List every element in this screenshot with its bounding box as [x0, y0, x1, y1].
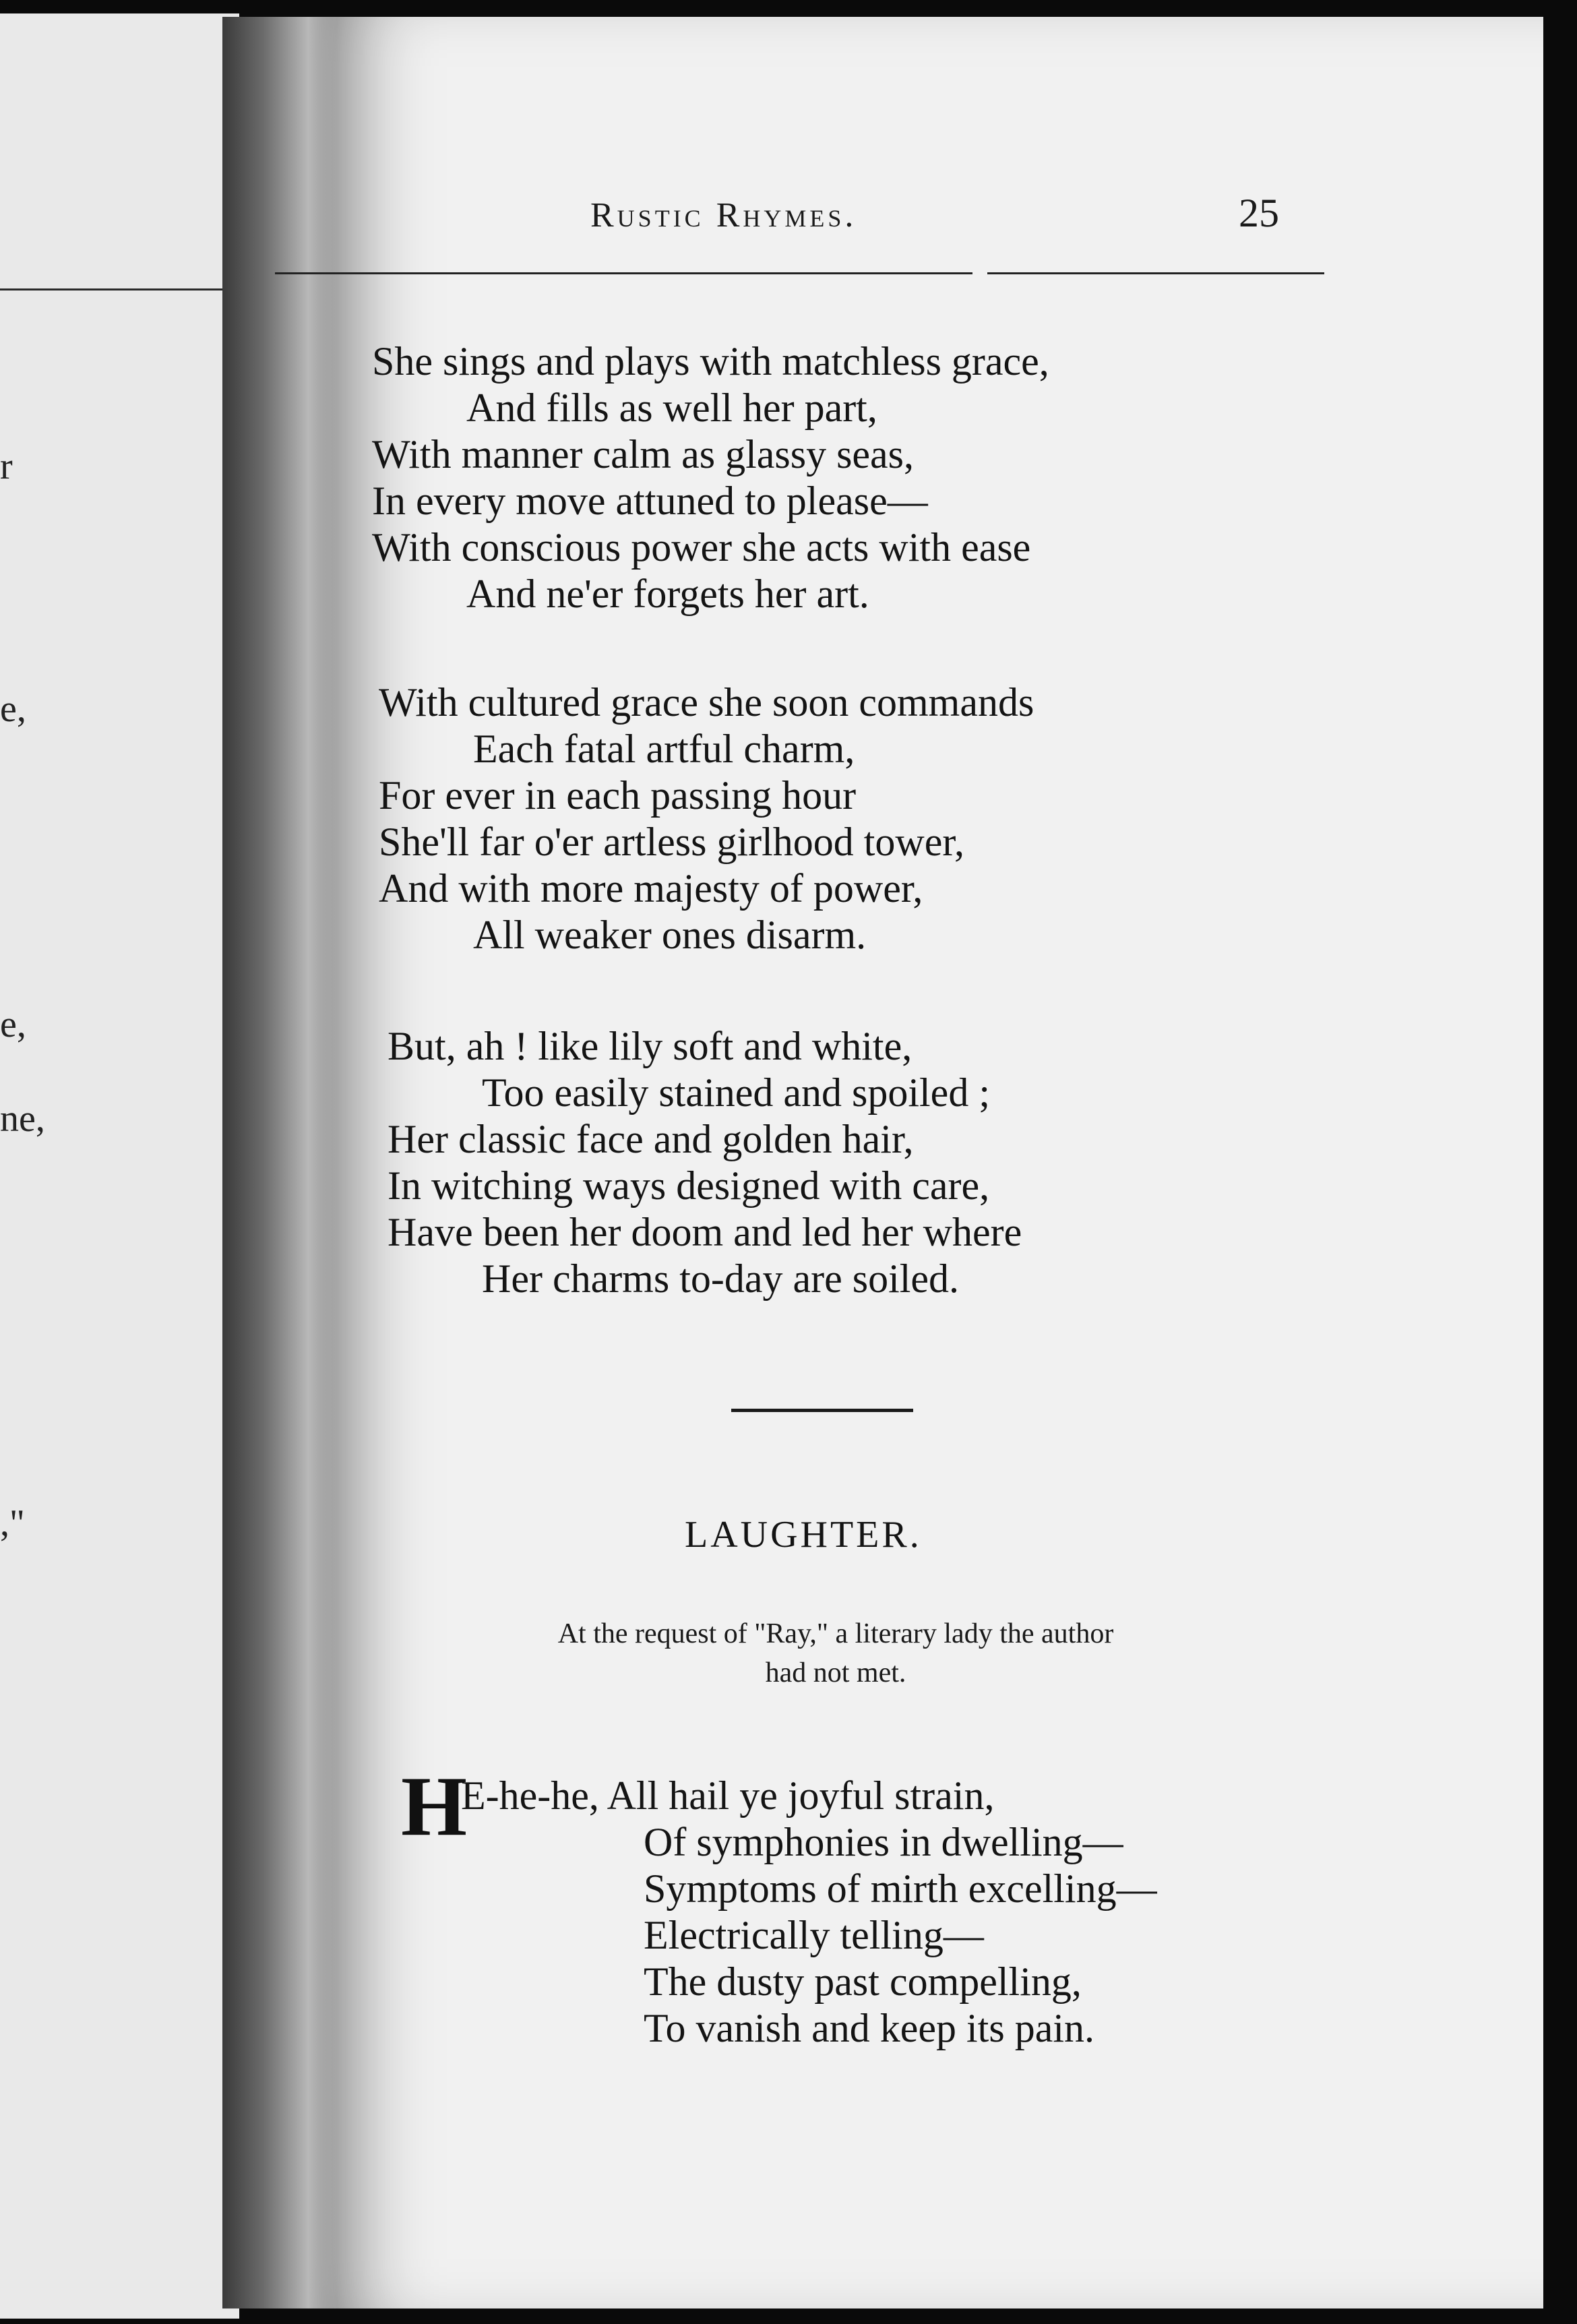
poem-line: The dusty past compelling, — [644, 1959, 1082, 2004]
poem-line: For ever in each passing hour — [379, 773, 857, 818]
poem-line: Her classic face and golden hair, — [388, 1117, 914, 1161]
poem-line: In every move attuned to please— — [372, 479, 928, 523]
poem-line: Her charms to-day are soiled. — [482, 1256, 960, 1301]
stanza-1 — [372, 338, 1049, 617]
poem-line: Have been her doom and led her where — [388, 1210, 1022, 1254]
poem-line: And with more majesty of power, — [379, 866, 923, 911]
poem-line: With manner calm as glassy seas, — [372, 432, 915, 477]
poem-line: All weaker ones disarm. — [473, 913, 867, 957]
poem-line: Of symphonies in dwelling— — [644, 1820, 1123, 1864]
poem-dedication — [401, 1614, 1270, 1692]
poem-line: To vanish and keep its pain. — [644, 2006, 1094, 2050]
poem-line: In witching ways designed with care, — [388, 1163, 990, 1208]
header-rule — [987, 272, 1324, 274]
facing-page-fragment: e, — [0, 1004, 26, 1045]
facing-page-fragment: r — [0, 446, 13, 487]
poem-line: Too easily stained and spoiled ; — [482, 1070, 990, 1115]
poem-line: Electrically telling— — [644, 1913, 984, 1957]
poem-line: And ne'er forgets her art. — [466, 572, 869, 616]
facing-page-fragment: ," — [0, 1502, 25, 1544]
dedication-line: At the request of "Ray," a literary lady the author — [557, 1618, 1114, 1649]
poem-line: But, ah ! like lily soft and white, — [388, 1024, 913, 1068]
header-rule — [275, 272, 972, 274]
poem-line: She sings and plays with matchless grace, — [372, 339, 1049, 384]
poem-title: LAUGHTER. — [685, 1514, 922, 1556]
dedication-line: had not met. — [765, 1657, 906, 1688]
facing-page-rule — [0, 288, 222, 290]
poem-line: With conscious power she acts with ease — [372, 525, 1031, 570]
page-gutter-shadow — [222, 17, 337, 2308]
section-divider — [731, 1409, 913, 1412]
facing-page-fragment: e, — [0, 688, 26, 730]
poem-first-line: E-he-he, All hail ye joyful strain, — [461, 1773, 995, 1818]
poem-line: And fills as well her part, — [466, 386, 877, 430]
poem-line: Symptoms of mirth excelling— — [644, 1866, 1157, 1911]
running-title: Rustic Rhymes. — [590, 196, 857, 235]
poem-line: Each fatal artful charm, — [473, 727, 855, 771]
stanza-2 — [379, 679, 1034, 958]
poem-line: With cultured grace she soon commands — [379, 680, 1034, 725]
drop-cap: H — [401, 1760, 468, 1854]
poem-line: She'll far o'er artless girlhood tower, — [379, 820, 964, 864]
poem-body — [644, 1819, 1157, 2052]
facing-page-fragment: ne, — [0, 1098, 45, 1140]
facing-page — [0, 13, 239, 2319]
stanza-3 — [388, 1023, 1022, 1302]
page-number: 25 — [1239, 191, 1279, 235]
